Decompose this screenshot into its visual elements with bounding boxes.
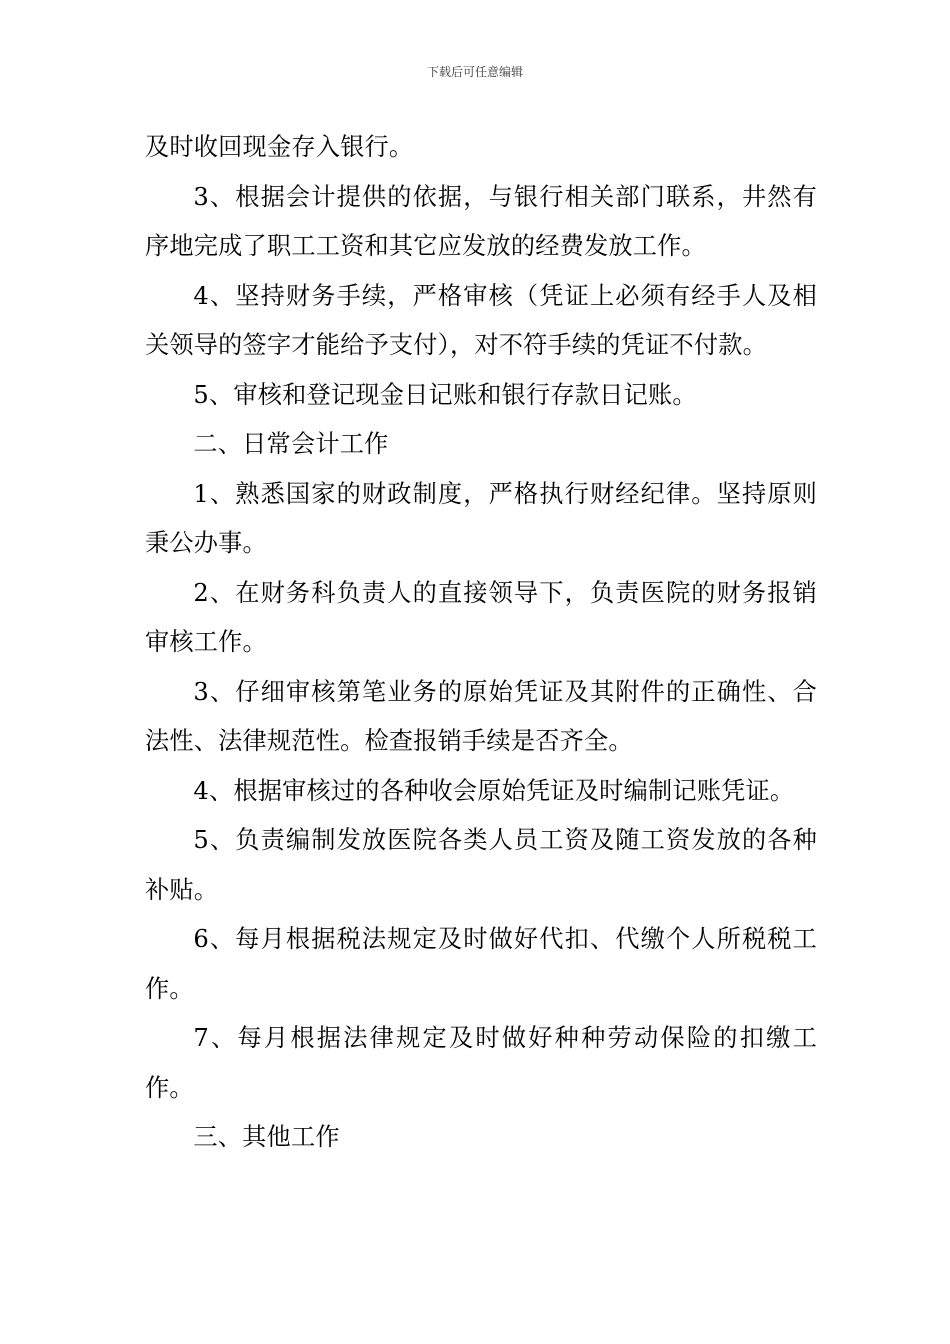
section-heading-other-work: 三、其他工作 (193, 1123, 340, 1151)
paragraph-item-7-insurance: 7、每月根据法律规定及时做好种种劳动保险的扣缴工作。 (145, 1024, 817, 1102)
paragraph-item-4-bookkeeping: 4、根据审核过的各种收会原始凭证及时编制记账凭证。 (193, 776, 795, 805)
paragraph-continuation: 及时收回现金存入银行。 (145, 133, 414, 161)
paragraph-item-1-regulations: 1、熟悉国家的财政制度，严格执行财经纪律。坚持原则秉公办事。 (145, 479, 817, 557)
page-header: 下载后可任意编辑 (426, 65, 523, 79)
document-body (145, 123, 817, 1163)
paragraph-item-3-voucher-check: 3、仔细审核第笔业务的原始凭证及其附件的正确性、合法性、法律规范性。检查报销手续是否齐全。 (145, 677, 817, 755)
paragraph-item-5-payroll: 5、负责编制发放医院各类人员工资及随工资发放的各种补贴。 (145, 826, 817, 904)
paragraph-item-4-review: 4、坚持财务手续，严格审核（凭证上必须有经手人及相关领导的签字才能给予支付），对不符手续的凭证不付款。 (145, 281, 817, 359)
paragraph-item-3-bank: 3、根据会计提供的依据，与银行相关部门联系，井然有序地完成了职工工资和其它应发放的经费发放工作。 (145, 182, 817, 260)
section-heading-daily-accounting: 二、日常会计工作 (193, 430, 389, 458)
paragraph-item-2-reimbursement: 2、在财务科负责人的直接领导下，负责医院的财务报销审核工作。 (145, 578, 817, 656)
paragraph-item-5-journal: 5、审核和登记现金日记账和银行存款日记账。 (193, 380, 697, 409)
paragraph-item-6-tax: 6、每月根据税法规定及时做好代扣、代缴个人所税税工作。 (145, 925, 817, 1003)
